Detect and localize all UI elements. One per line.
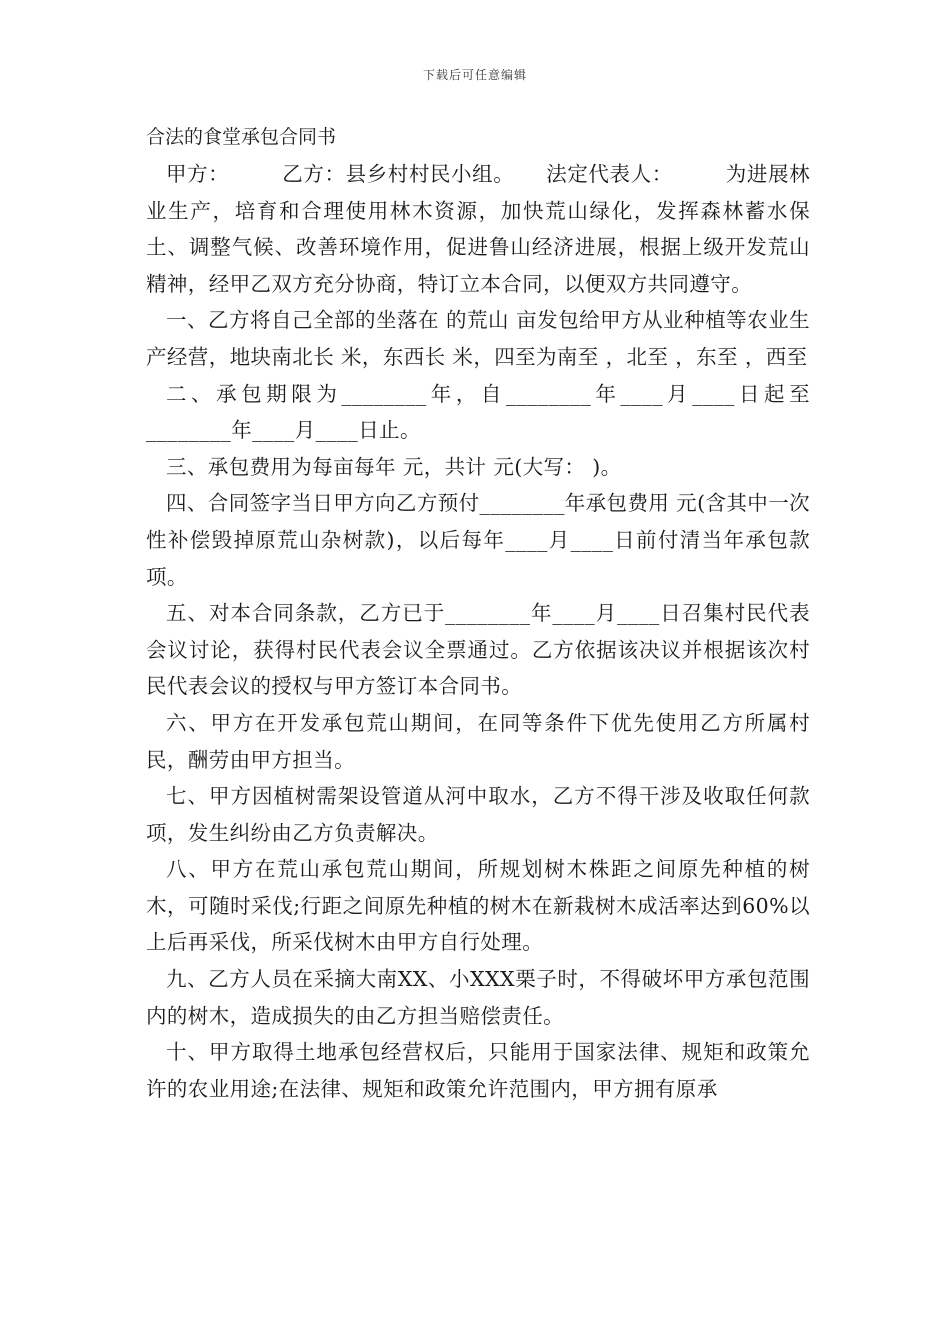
paragraph-clause-2: 二、承包期限为________年，自________年____月____日起至________年____月____日止。	[146, 381, 810, 443]
document-body	[146, 156, 810, 1107]
document-title: 合法的食堂承包合同书	[146, 126, 337, 148]
paragraph-preamble: 甲方： 乙方：县乡村村民小组。 法定代表人： 为进展林业生产，培育和合理使用林木资源，加快荒山绿化，发挥森林蓄水保土、调整气候、改善环境作用，促进鲁山经济进展，根据上级开发荒山精神，经甲乙双方充分协商，特订立本合同，以便双方共同遵守。	[146, 162, 810, 296]
paragraph-clause-4: 四、合同签字当日甲方向乙方预付________年承包费用 元(含其中一次性补偿毁掉原荒山杂树款)，以后每年____月____日前付清当年承包款项。	[146, 491, 810, 589]
paragraph-clause-9: 九、乙方人员在采摘大南XX、小XXX栗子时，不得破坏甲方承包范围内的树木，造成损失的由乙方担当赔偿责任。	[146, 967, 810, 1028]
paragraph-clause-5: 五、对本合同条款，乙方已于________年____月____日召集村民代表会议讨论，获得村民代表会议全票通过。乙方依据该决议并根据该次村民代表会议的授权与甲方签订本合同书。	[146, 601, 810, 699]
paragraph-clause-3: 三、承包费用为每亩每年 元，共计 元(大写： )。	[166, 454, 622, 479]
paragraph-clause-6: 六、甲方在开发承包荒山期间，在同等条件下优先使用乙方所属村民，酬劳由甲方担当。	[146, 710, 810, 772]
paragraph-clause-10: 十、甲方取得土地承包经营权后，只能用于国家法律、规矩和政策允许的农业用途;在法律、规矩和政策允许范围内，甲方拥有原承	[146, 1040, 810, 1101]
header-note: 下载后可任意编辑	[422, 68, 527, 82]
paragraph-clause-8: 八、甲方在荒山承包荒山期间，所规划树木株距之间原先种植的树木，可随时采伐;行距之间原先种植的树木在新栽树木成活率达到60%以上后再采伐，所采伐树木由甲方自行处理。	[146, 857, 810, 955]
paragraph-clause-7: 七、甲方因植树需架设管道从河中取水，乙方不得干涉及收取任何款项，发生纠纷由乙方负责解决。	[146, 784, 810, 845]
paragraph-clause-1: 一、乙方将自己全部的坐落在 的荒山 亩发包给甲方从业种植等农业生产经营，地块南北长 米，东西长 米，四至为南至 ，北至 ，东至 ，西至	[146, 308, 810, 369]
